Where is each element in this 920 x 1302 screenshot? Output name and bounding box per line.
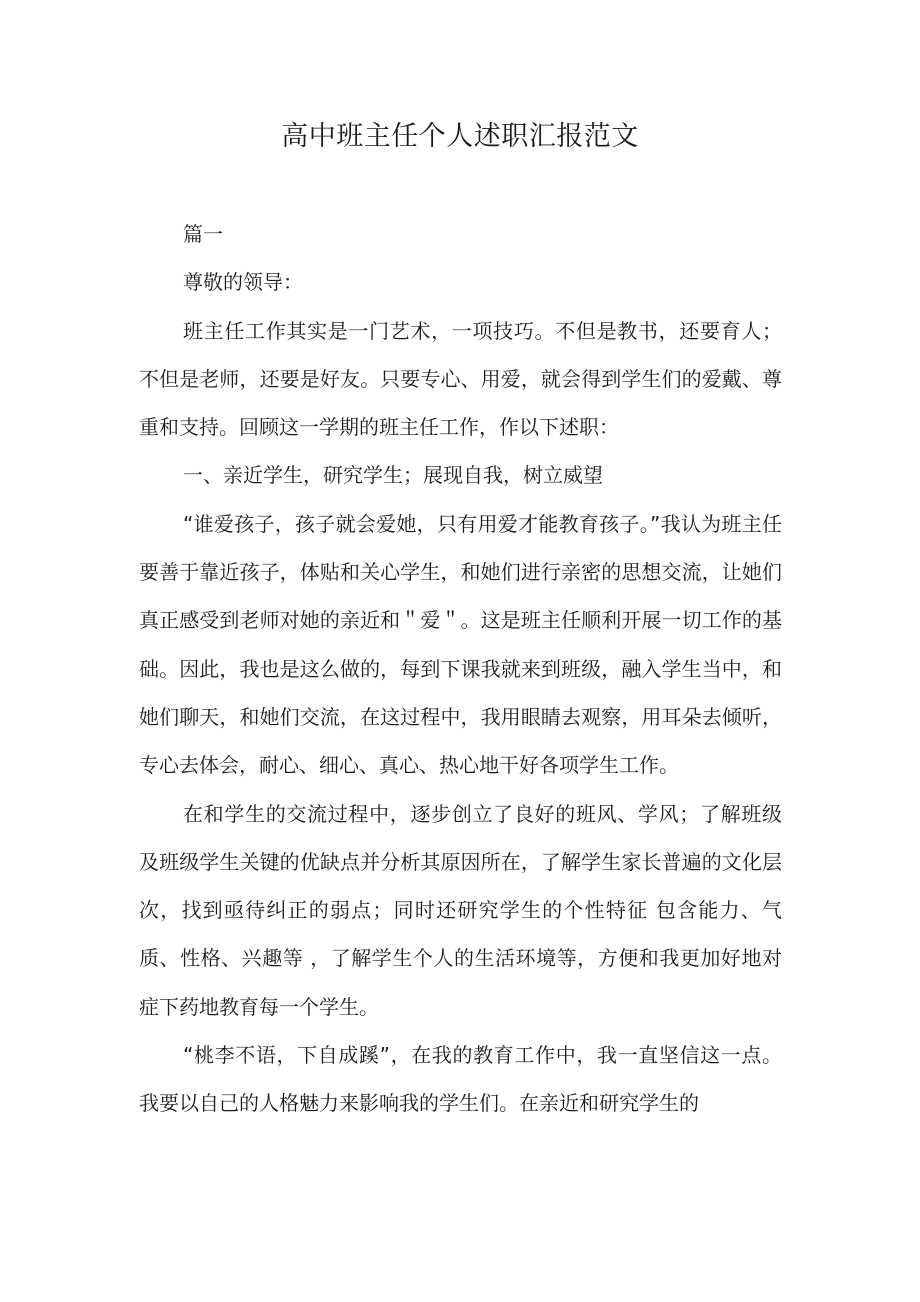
paragraph-communication: 在和学生的交流过程中，逐步创立了良好的班风、学风；了解班级及班级学生关键的优缺点并分析其原因所在，了解学生家长普遍的文化层次，找到亟待纠正的弱点；同时还研究学生的个性特征 包含能力、气质、性格、兴趣等 ，了解学生个人的生活环境等，方便和我更加好地对症下药地教育每一个学生。 xyxy=(139,801,782,1019)
section-heading: 一、亲近学生，研究学生；展现自我，树立威望 xyxy=(183,463,603,488)
document-body xyxy=(139,210,782,1128)
salutation: 尊敬的领导： xyxy=(183,270,303,295)
paragraph-love: “谁爱孩子，孩子就会爱她，只有用爱才能教育孩子。”我认为班主任要善于靠近孩子，体贴和关心学生，和她们进行亲密的思想交流，让她们真正感受到老师对她的亲近和＂爱＂。这是班主任顺利开展一切工作的基础。因此，我也是这么做的，每到下课我就来到班级，融入学生当中，和她们聊天，和她们交流，在这过程中，我用眼睛去观察，用耳朵去倾听，专心去体会，耐心、细心、真心、热心地干好各项学生工作。 xyxy=(139,511,782,778)
document-title: 高中班主任个人述职汇报范文 xyxy=(281,121,639,152)
paragraph-intro: 班主任工作其实是一门艺术，一项技巧。不但是教书，还要育人；不但是老师，还要是好友。只要专心、用爱，就会得到学生们的爱戴、尊重和支持。回顾这一学期的班主任工作，作以下述职： xyxy=(139,318,782,440)
section-label: 篇一 xyxy=(183,222,223,246)
paragraph-example: “桃李不语，下自成蹊”，在我的教育工作中，我一直坚信这一点。我要以自己的人格魅力来影响我的学生们。在亲近和研究学生的 xyxy=(139,1043,782,1116)
